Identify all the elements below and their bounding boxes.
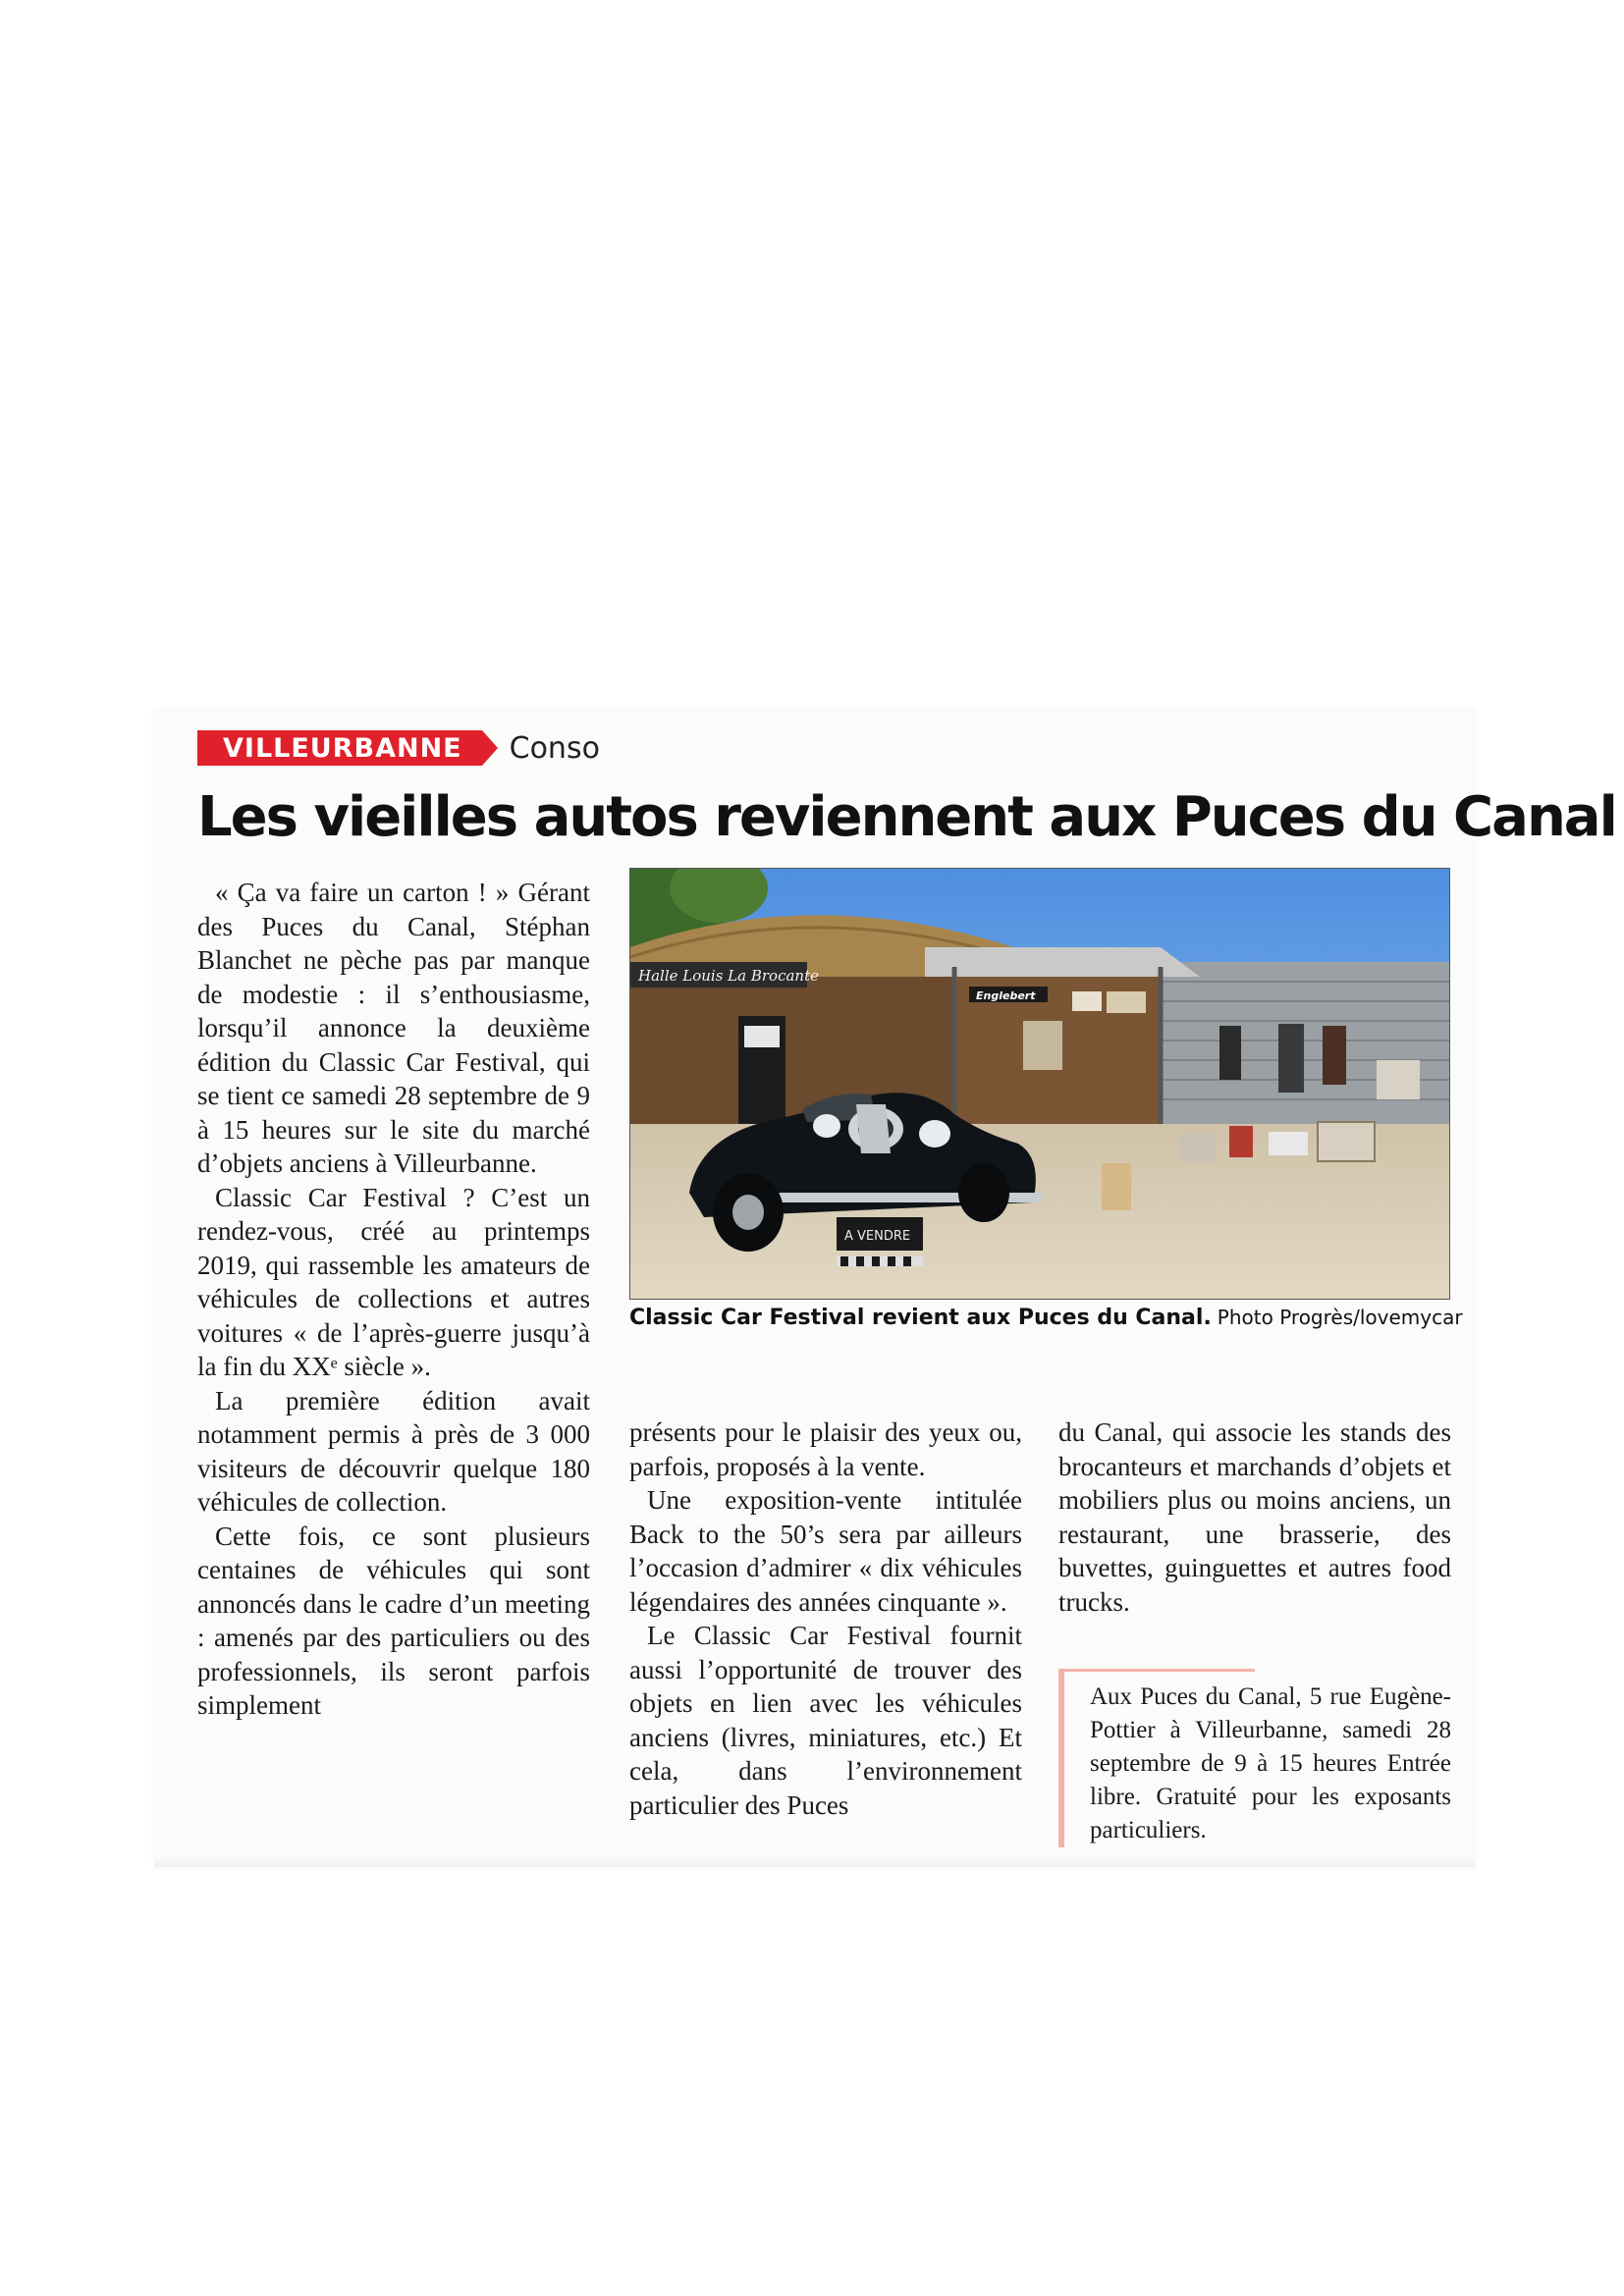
paragraph: « Ça va faire un carton ! » Gérant des Puces du Canal, Stéphan Blanchet ne pèche pas par manque de modestie : il s’enthousiasme, lorsqu’il annonce la deuxième édition du Classic Car Festival, qui se tient ce samedi 28 septembre de 9 à 15 heures sur le site du marché d’objets anciens à Villeurbanne. <box>197 878 590 1178</box>
classic-car-photo <box>630 869 1449 1299</box>
section-tag: VILLEURBANNE <box>197 730 482 766</box>
kicker <box>197 730 600 766</box>
paragraph: Cette fois, ce sont plusieurs centaines de véhicules qui sont annoncés dans le cadre d’un meeting : amenés par des particuliers ou des professionnels, ils seront parfois simplement <box>197 1521 590 1720</box>
market-sign-text: Halle Louis La Brocante <box>638 967 819 985</box>
paragraph: Le Classic Car Festival fournit aussi l’opportunité de trouver des objets en lien avec les véhicules anciens (livres, miniatures, etc.) Et cela, dans l’environnement particulier des Puces <box>629 1621 1022 1820</box>
photo-caption <box>629 1306 1463 1330</box>
body-column-1 <box>197 876 590 1723</box>
paragraph: Une exposition-vente intitulée Back to the 50’s sera par ailleurs l’occasion d’admirer « dix véhicules légendaires des années cinquante ». <box>629 1485 1022 1617</box>
body-column-3 <box>1058 1415 1451 1619</box>
paragraph: présents pour le plaisir des yeux ou, parfois, proposés à la vente. <box>629 1417 1022 1481</box>
body-column-2 <box>629 1415 1022 1822</box>
for-sale-sign-text: A VENDRE <box>844 1229 911 1244</box>
article-photo <box>629 868 1450 1300</box>
rubric-label: Conso <box>509 730 600 766</box>
paragraph: La première édition avait notamment permis à près de 3 000 visiteurs de découvrir quelque 180 véhicules de collection. <box>197 1385 590 1517</box>
practical-info-box <box>1058 1669 1451 1855</box>
englebert-banner-text: Englebert <box>976 989 1036 1002</box>
paragraph: du Canal, qui associe les stands des brocanteurs et marchands d’objets et mobiliers plus ou moins anciens, un restaurant, une brasserie, des buvettes, guinguettes et autres food trucks. <box>1058 1417 1451 1617</box>
caption-text: Classic Car Festival revient aux Puces du Canal. <box>629 1306 1212 1330</box>
practical-info-text: Aux Puces du Canal, 5 rue Eugène-Pottier à Villeurbanne, samedi 28 septembre de 9 à 15 heures Entrée libre. Gratuité pour les exposants particuliers. <box>1090 1683 1451 1843</box>
article-headline: Les vieilles autos reviennent aux Puces du Canal <box>197 785 1616 849</box>
article-clipping <box>154 709 1616 1867</box>
paragraph: Classic Car Festival ? C’est un rendez-vous, créé au printemps 2019, qui rassemble les amateurs de véhicules de collections et autres voitures « de l’après-guerre jusqu’à la fin du XXᵉ siècle ». <box>197 1182 590 1381</box>
photo-credit: Photo Progrès/lovemycar <box>1217 1306 1463 1329</box>
